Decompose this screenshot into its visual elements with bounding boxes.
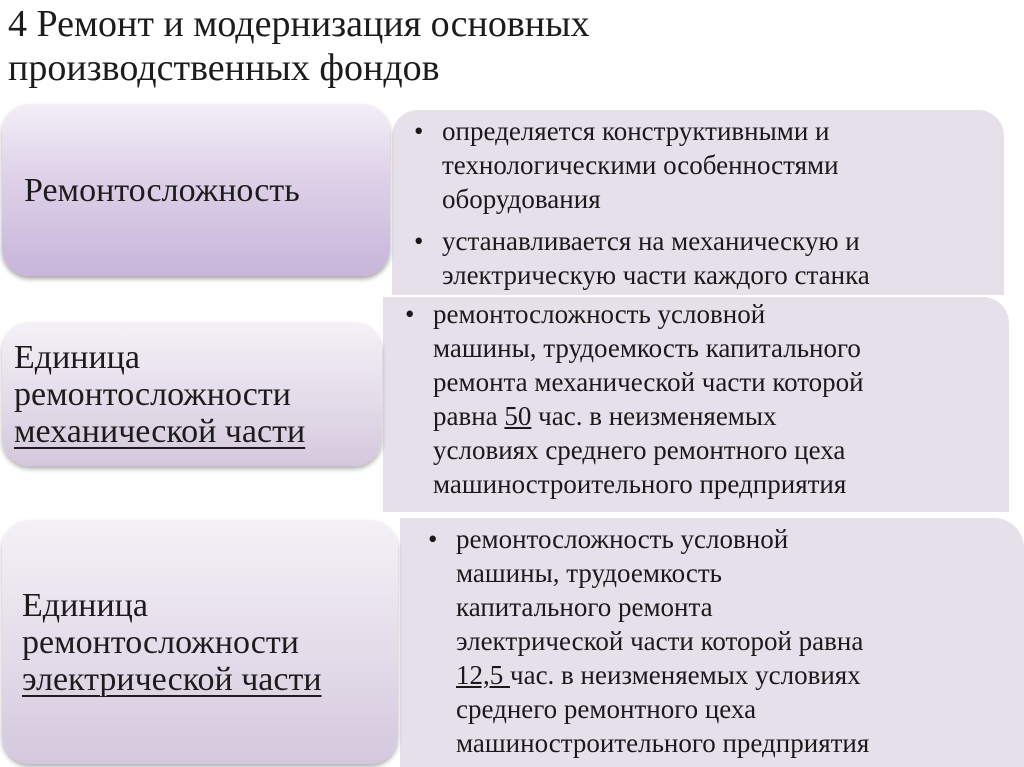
bullet-line: капитального ремонта	[456, 592, 713, 622]
bullet-list	[405, 297, 1005, 501]
definition-panel-mechanical-unit	[383, 297, 1009, 512]
bullet-item	[428, 522, 1018, 760]
hours-value: 50	[504, 401, 532, 431]
hours-value: 12,5	[456, 660, 510, 690]
bullet-line: условиях среднего ремонтного цеха	[433, 435, 846, 465]
bullet-line: среднего ремонтного цеха	[456, 694, 757, 724]
term-label-line: Единица	[14, 338, 140, 376]
bullet-item	[414, 224, 994, 292]
text-fragment: равна	[433, 401, 505, 431]
slide-title-line-1: 4 Ремонт и модернизация основных	[8, 3, 590, 45]
term-label	[14, 339, 305, 450]
term-label-line: электрической части	[22, 660, 322, 698]
term-label-line: Единица	[22, 586, 148, 624]
term-label	[22, 587, 322, 698]
bullet-icon: •	[428, 524, 438, 554]
term-label-line: механической части	[14, 412, 306, 450]
bullet-list	[414, 114, 994, 292]
definition-panel-electrical-unit	[400, 518, 1024, 767]
bullet-line: машины, трудоемкость	[456, 558, 722, 588]
bullet-line: ремонтосложность условной	[433, 299, 766, 329]
bullet-line: машины, трудоемкость капитального	[433, 333, 861, 363]
slide-title-line-2: производственных фондов	[8, 47, 440, 89]
bullet-line: устанавливается на механическую и	[442, 226, 860, 256]
bullet-item	[414, 114, 994, 216]
bullet-list	[428, 522, 1018, 760]
term-label-line: Ремонтосложность	[24, 171, 300, 209]
bullet-icon: •	[414, 116, 424, 146]
bullet-item	[405, 297, 1005, 501]
term-label-line: ремонтосложности	[22, 623, 299, 661]
bullet-line: ремонта механической части которой	[433, 367, 864, 397]
bullet-line: определяется конструктивными и	[442, 116, 830, 146]
bullet-line: ремонтосложность условной	[456, 524, 789, 554]
bullet-line	[433, 399, 1005, 433]
slide-title	[8, 2, 1008, 90]
bullet-line: машиностроительного предприятия	[433, 469, 847, 499]
bullet-line: технологическими особенностями	[442, 150, 839, 180]
bullet-icon: •	[405, 299, 415, 329]
text-fragment: час. в неизменяемых	[531, 401, 777, 431]
bullet-line: оборудования	[442, 184, 601, 214]
term-box-remontoslozhnost	[2, 104, 390, 276]
text-fragment: час. в неизменяемых условиях	[510, 660, 861, 690]
bullet-line: машиностроительного предприятия	[456, 728, 870, 758]
bullet-line	[456, 658, 1018, 692]
term-label-line: ремонтосложности	[14, 375, 291, 413]
term-box-electrical-unit	[2, 520, 398, 764]
bullet-line: электрической части которой равна	[456, 626, 864, 656]
definition-panel-remontoslozhnost	[392, 110, 1004, 295]
term-box-mechanical-unit	[2, 322, 382, 466]
term-label	[24, 172, 300, 209]
bullet-line: электрическую части каждого станка	[442, 260, 870, 290]
bullet-icon: •	[414, 226, 424, 256]
